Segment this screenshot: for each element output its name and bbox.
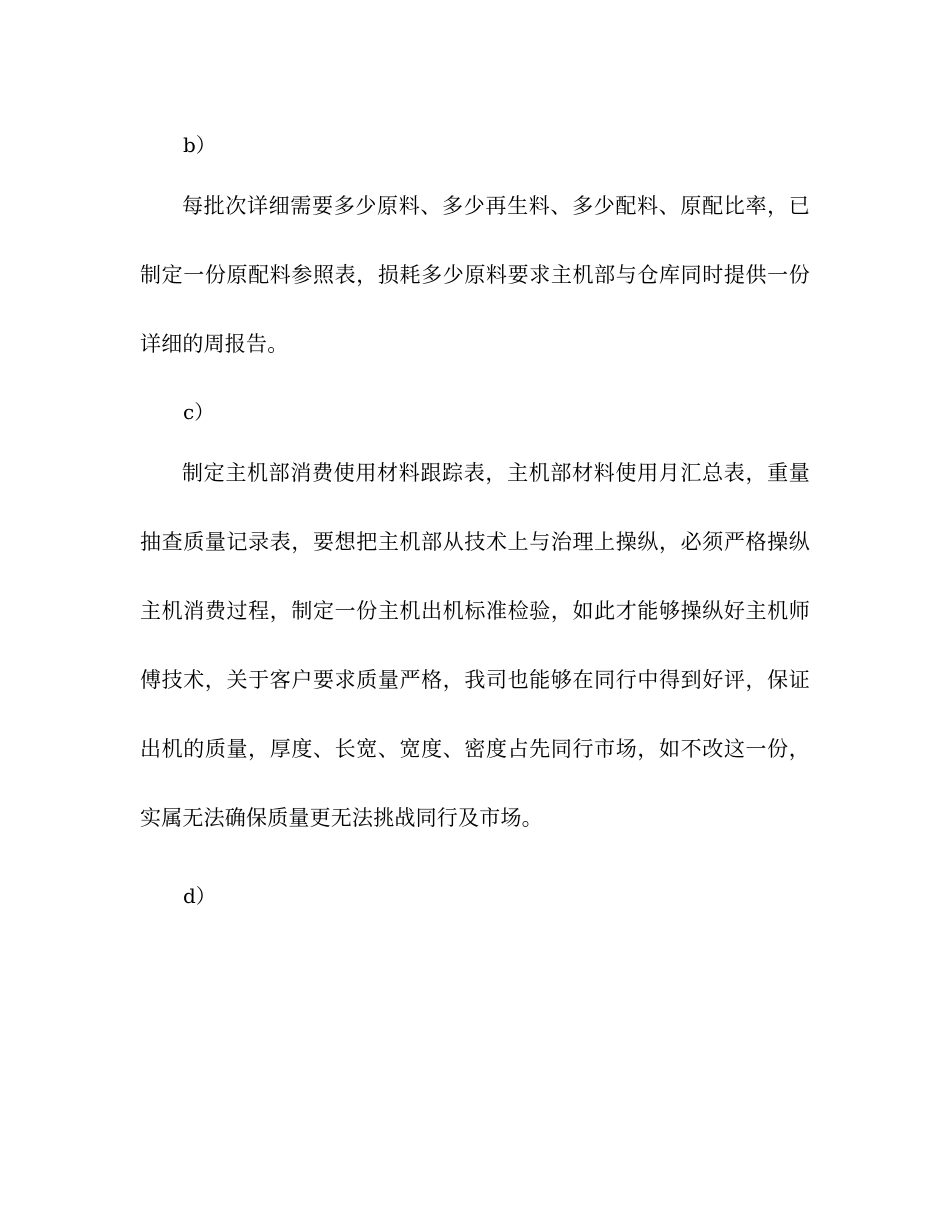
section-label-d: d） bbox=[183, 884, 216, 908]
section-label-c: c） bbox=[183, 400, 215, 424]
section-paragraph-c: 制定主机部消费使用材料跟踪表，主机部材料使用月汇总表，重量抽查质量记录表，要想把主机部从技术上与治理上操纵，必须严格操纵主机消费过程，制定一份主机出机标准检验，如此才能够操纵好主机师傅技术，关于客户要求质量严格，我司也能够在同行中得到好评，保证出机的质量，厚度、长宽、宽度、密度占先同行市场，如不改这一份，实属无法确保质量更无法挑战同行及市场。 bbox=[140, 461, 810, 830]
section-paragraph-b: 每批次详细需要多少原料、多少再生料、多少配料、原配比率，已制定一份原配料参照表，损耗多少原料要求主机部与仓库同时提供一份详细的周报告。 bbox=[140, 194, 810, 356]
section-label-b: b） bbox=[183, 133, 216, 157]
